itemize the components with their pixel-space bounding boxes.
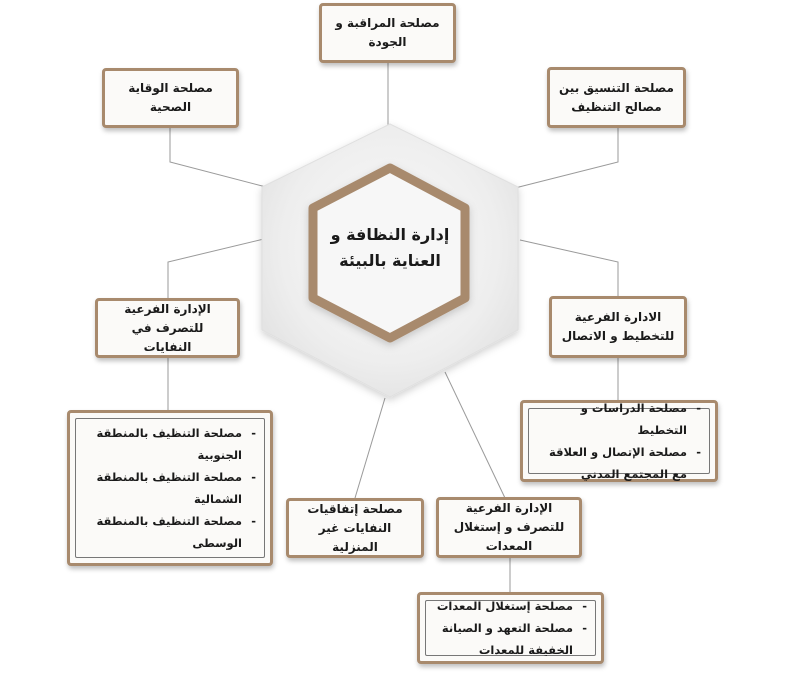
- list-planning-services: [520, 400, 718, 482]
- box-monitoring-quality: [319, 3, 456, 63]
- bullet: -: [251, 514, 256, 528]
- connector-non-household: [355, 398, 385, 498]
- list-item-label: مصلحة الدراسات و التخطيط: [580, 401, 687, 437]
- box-non-household-waste-label: مصلحة إتفاقيات النفايات غير المنزلية: [307, 501, 403, 554]
- box-non-household-waste: [286, 498, 424, 558]
- list-item: [535, 397, 701, 441]
- center-title: إدارة النظافة و العناية بالبيئة: [330, 225, 450, 270]
- list-item: [82, 510, 256, 554]
- list-item-label: مصلحة التنظيف بالمنطقة الجنوبية: [96, 426, 242, 462]
- box-equipment-subdepartment-label: الإدارة الفرعية للتصرف و إستغلال المعدات: [453, 501, 565, 553]
- list-item-label: مصلحة الإتصال و العلاقة مع المجتمع المدني: [548, 445, 687, 481]
- box-cleaning-coordination: [547, 67, 686, 128]
- list-item-label: مصلحة التعهد و الصيانة الخفيفة للمعدات: [441, 621, 573, 657]
- box-health-prevention-label: مصلحة الوقاية الصحية: [128, 81, 213, 114]
- bullet: -: [696, 401, 701, 415]
- list-item: [432, 617, 587, 661]
- list-cleaning-regions: [67, 410, 273, 566]
- box-cleaning-coordination-label: مصلحة التنسيق بين مصالح التنظيف: [559, 80, 674, 114]
- box-waste-subdepartment-label: الإدارة الفرعية للتصرف في النفايات: [124, 301, 211, 354]
- connector-prevention: [170, 128, 270, 188]
- connector-coordination: [515, 128, 618, 188]
- box-equipment-subdepartment: [436, 497, 582, 558]
- connector-equipment: [445, 372, 505, 498]
- list-equipment-services: [417, 592, 604, 664]
- bullet: -: [696, 445, 701, 459]
- list-item: [82, 466, 256, 510]
- list-item: [82, 422, 256, 466]
- bullet: -: [582, 621, 587, 635]
- connector-planning: [520, 240, 618, 298]
- box-planning-subdepartment-label: الادارة الفرعية للتخطيط و الاتصال: [561, 310, 675, 343]
- box-monitoring-quality-label: مصلحة المراقبة و الجودة: [335, 16, 440, 49]
- bullet: -: [251, 426, 256, 440]
- box-health-prevention: [102, 68, 239, 128]
- bullet: -: [251, 470, 256, 484]
- connector-waste: [168, 238, 268, 298]
- list-item-label: مصلحة إستغلال المعدات: [436, 599, 573, 613]
- box-waste-subdepartment: [95, 298, 240, 358]
- list-item: [535, 441, 701, 485]
- box-planning-subdepartment: [549, 296, 687, 358]
- list-item-label: مصلحة التنظيف بالمنطقة الوسطى: [96, 514, 242, 550]
- bullet: -: [582, 599, 587, 613]
- list-item-label: مصلحة التنظيف بالمنطقة الشمالية: [96, 470, 242, 506]
- list-item: [432, 595, 587, 617]
